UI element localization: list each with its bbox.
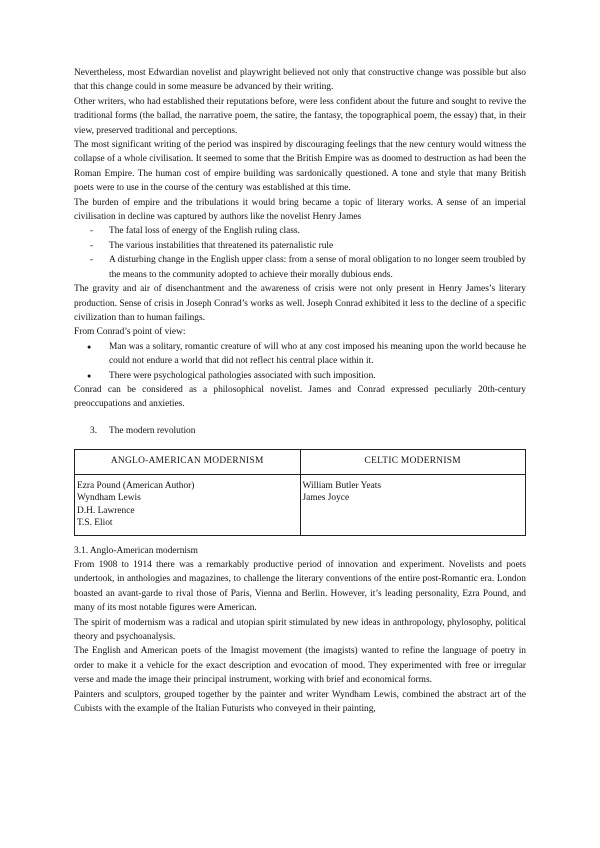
list-item: - A disturbing change in the English upper class: from a sense of moral obligation to no longer seem troubled by the means to the community adopted to achieve their morally dubious ends. (74, 253, 526, 282)
paragraph: From Conrad’s point of view: (74, 327, 186, 338)
subsection-title: 3.1. Anglo-American modernism (74, 545, 198, 556)
paragraph: The English and American poets of the Imagist movement (the imagists) wanted to refine the language of poetry in order to make it a vehicle for the exact description and evocation of mood. They experimented with free or irregular verse and made the image their principal instrument, working with brief and economical forms. (74, 646, 526, 686)
author-name: William Butler Yeats (302, 480, 382, 491)
paragraph: Conrad can be considered as a philosophical novelist. James and Conrad expressed peculiarly 20th-century preoccupations and anxieties. (74, 384, 526, 410)
paragraph: Other writers, who had established their reputations before, were less confident about the future and sought to revive the traditional forms (the ballad, the narrative poem, the satire, the fantasy, the topographical poem, the essay) that, in their view, preserved traditional and perceptions. (74, 96, 526, 136)
table-header-celtic: CELTIC MODERNISM (300, 450, 526, 474)
paragraph: The gravity and air of disenchantment and the awareness of crisis were not only present in Henry James’s literary production. Sense of crisis in Joseph Conrad’s works as well. Joseph Conrad exhibited it less to the decline of a specific civilization than to human failings. (74, 284, 526, 323)
paragraph: Nevertheless, most Edwardian novelist and playwright believed not only that constructive change was possible but also that this change could in some measure be advanced by their writing. (74, 68, 526, 93)
list-item: ● Man was a solitary, romantic creature of will who at any cost imposed his meaning upon the world because he could not endure a world that did not reflect his central place within it. (74, 340, 526, 369)
paragraph: Painters and sculptors, grouped together by the painter and writer Wyndham Lewis, combined the abstract art of the Cubists with the example of the Italian Futurists who conveyed in their painting, (74, 689, 526, 715)
dash-list (74, 224, 526, 282)
paragraph: From 1908 to 1914 there was a remarkably productive period of innovation and experiment. Novelists and poets undertook, in anthologies and magazines, to challenge the literary conventions of the entire post-Romantic era. London boasted an avant-garde to rival those of Paris, Vienna and Berlin. However, it’s leading personality, Ezra Pound, and many of its most notable figures were American. (74, 559, 526, 614)
bullet-list (74, 340, 526, 383)
table-cell-celtic-authors (300, 474, 526, 535)
document-page (74, 66, 526, 716)
paragraph: The most significant writing of the period was inspired by discouraging feelings that the new century would witness the collapse of a whole civilisation. It seemed to some that the British Empire was as doomed to destruction as had been the Roman Empire. The human cost of empire building was sardonically questioned. A tone and style that many British poets were to use in the course of the century was established at this time. (74, 140, 526, 194)
table-header-anglo-american: ANGLO-AMERICAN MODERNISM (75, 450, 301, 474)
paragraph: The burden of empire and the tribulations it would bring became a topic of literary works. A sense of an imperial civilisation in decline was captured by authors like the novelist Henry James (74, 197, 526, 223)
author-name: T.S. Eliot (77, 518, 113, 529)
paragraph: The spirit of modernism was a radical and utopian spirit stimulated by new ideas in anthropology, phylosophy, political theory and psychoanalysis. (74, 617, 526, 642)
section-number: 3. (90, 425, 98, 436)
author-name: D.H. Lawrence (77, 505, 135, 516)
table-cell-anglo-american-authors (75, 474, 301, 535)
author-name: James Joyce (302, 493, 350, 504)
section-heading (74, 424, 526, 438)
modernism-table (74, 449, 526, 535)
list-item: - The fatal loss of energy of the English ruling class. (74, 224, 526, 238)
section-title: The modern revolution (109, 425, 196, 436)
list-item: ● There were psychological pathologies associated with such imposition. (74, 369, 526, 383)
list-item: - The various instabilities that threatened its paternalistic rule (74, 239, 526, 253)
author-name: Wyndham Lewis (77, 493, 141, 504)
author-name: Ezra Pound (American Author) (77, 480, 195, 491)
